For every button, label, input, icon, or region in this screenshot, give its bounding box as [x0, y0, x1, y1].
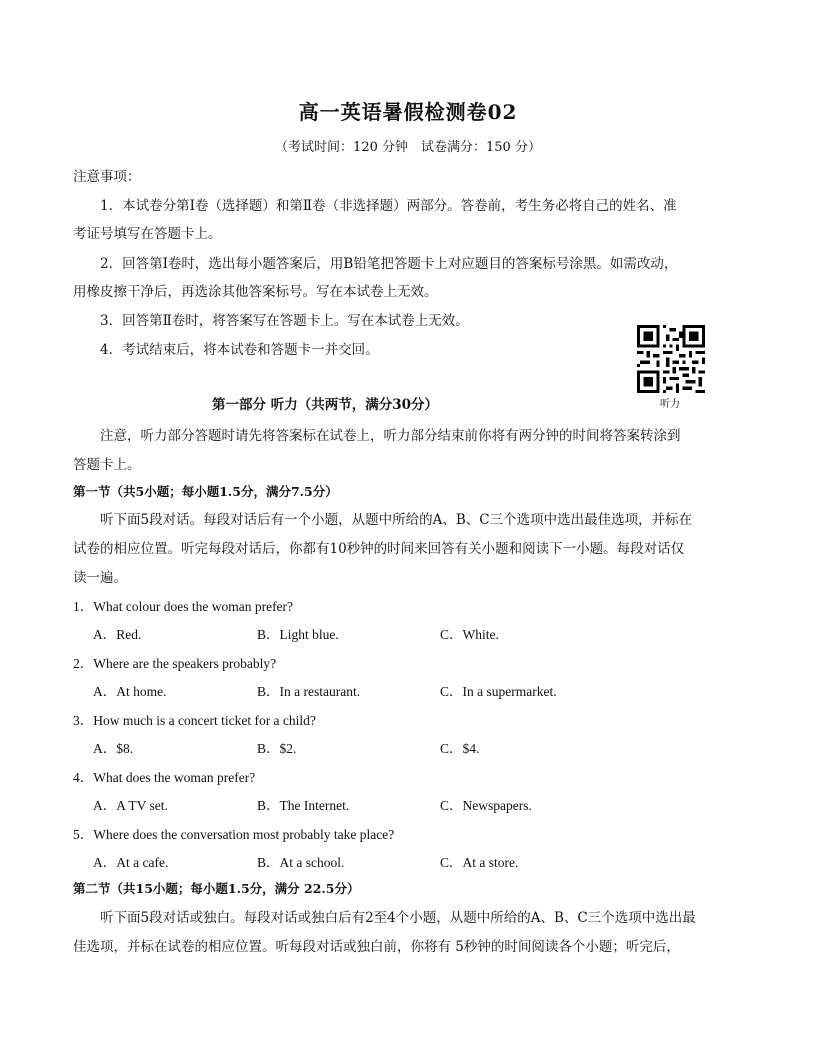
part1-intro-line-2: 答题卡上。 [73, 457, 141, 473]
notice-item-2-line-2: 用橡皮擦干净后，再选涂其他答案标号。写在本试卷上无效。 [73, 284, 438, 300]
section1-intro-line-3: 读一遍。 [73, 570, 127, 586]
option-3c[interactable]: C．$4. [440, 741, 480, 756]
section1-intro-line-2: 试卷的相应位置。听完每段对话后，你都有10秒钟的时间来回答有关小题和阅读下一小题。每段对话仅 [73, 541, 685, 557]
section1-intro-line-1: 听下面5段对话。每段对话后有一个小题，从题中所给的A、B、C三个选项中选出最佳选项，并标在 [100, 512, 693, 528]
option-2b[interactable]: B．In a restaurant. [257, 684, 361, 699]
option-2c[interactable]: C．In a supermarket. [440, 684, 557, 699]
notice-item-4: 4．考试结束后，将本试卷和答题卡一并交回。 [100, 342, 379, 358]
page-title: 高一英语暑假检测卷02 [298, 100, 518, 124]
option-3b[interactable]: B．$2. [257, 741, 297, 756]
option-4a[interactable]: A．A TV set. [93, 798, 168, 813]
option-1b[interactable]: B．Light blue. [257, 627, 339, 642]
option-2a[interactable]: A．At home. [93, 684, 167, 699]
question-3: 3．How much is a concert ticket for a child? [73, 713, 316, 728]
notice-item-1-line-2: 考证号填写在答题卡上。 [73, 226, 222, 242]
section2-intro-line-1: 听下面5段对话或独白。每段对话或独白后有2至4个小题，从题中所给的A、B、C三个选项中选出最 [100, 910, 696, 926]
section1-heading: 第一节（共5小题；每小题1.5分，满分7.5分） [73, 484, 338, 499]
qr-code[interactable] [637, 325, 705, 393]
option-5a[interactable]: A．At a cafe. [93, 855, 169, 870]
option-5b[interactable]: B．At a school. [257, 855, 345, 870]
part1-intro-line-1: 注意，听力部分答题时请先将答案标在试卷上，听力部分结束前你将有两分钟的时间将答案转涂到 [100, 428, 681, 444]
notice-item-3: 3．回答第Ⅱ卷时，将答案写在答题卡上。写在本试卷上无效。 [100, 313, 469, 329]
section2-heading: 第二节（共15小题；每小题1.5分，满分 22.5分） [73, 881, 360, 896]
question-1: 1．What colour does the woman prefer? [73, 599, 294, 614]
question-2: 2．Where are the speakers probably? [73, 656, 277, 671]
option-5c[interactable]: C．At a store. [440, 855, 519, 870]
question-4: 4．What does the woman prefer? [73, 770, 256, 785]
option-4c[interactable]: C．Newspapers. [440, 798, 532, 813]
section2-intro-line-2: 佳选项，并标在试卷的相应位置。听每段对话或独白前，你将有 5秒钟的时间阅读各个小题；听完后， [73, 939, 680, 955]
option-3a[interactable]: A．$8. [93, 741, 134, 756]
notice-item-2-line-1: 2．回答第Ⅰ卷时，选出每小题答案后，用B铅笔把答题卡上对应题目的答案标号涂黑。如需改动， [100, 256, 678, 272]
option-4b[interactable]: B．The Internet. [257, 798, 350, 813]
notice-heading: 注意事项： [73, 169, 141, 185]
qr-label: 听力 [660, 399, 680, 410]
option-1a[interactable]: A．Red. [93, 627, 142, 642]
question-5: 5．Where does the conversation most probably take place? [73, 827, 395, 842]
option-1c[interactable]: C．White. [440, 627, 499, 642]
notice-item-1-line-1: 1．本试卷分第Ⅰ卷（选择题）和第Ⅱ卷（非选择题）两部分。答卷前，考生务必将自己的姓名、准 [100, 198, 677, 214]
exam-info: （考试时间：120 分钟 试卷满分：150 分） [275, 140, 541, 155]
part1-heading: 第一部分 听力（共两节，满分30分） [212, 397, 438, 413]
